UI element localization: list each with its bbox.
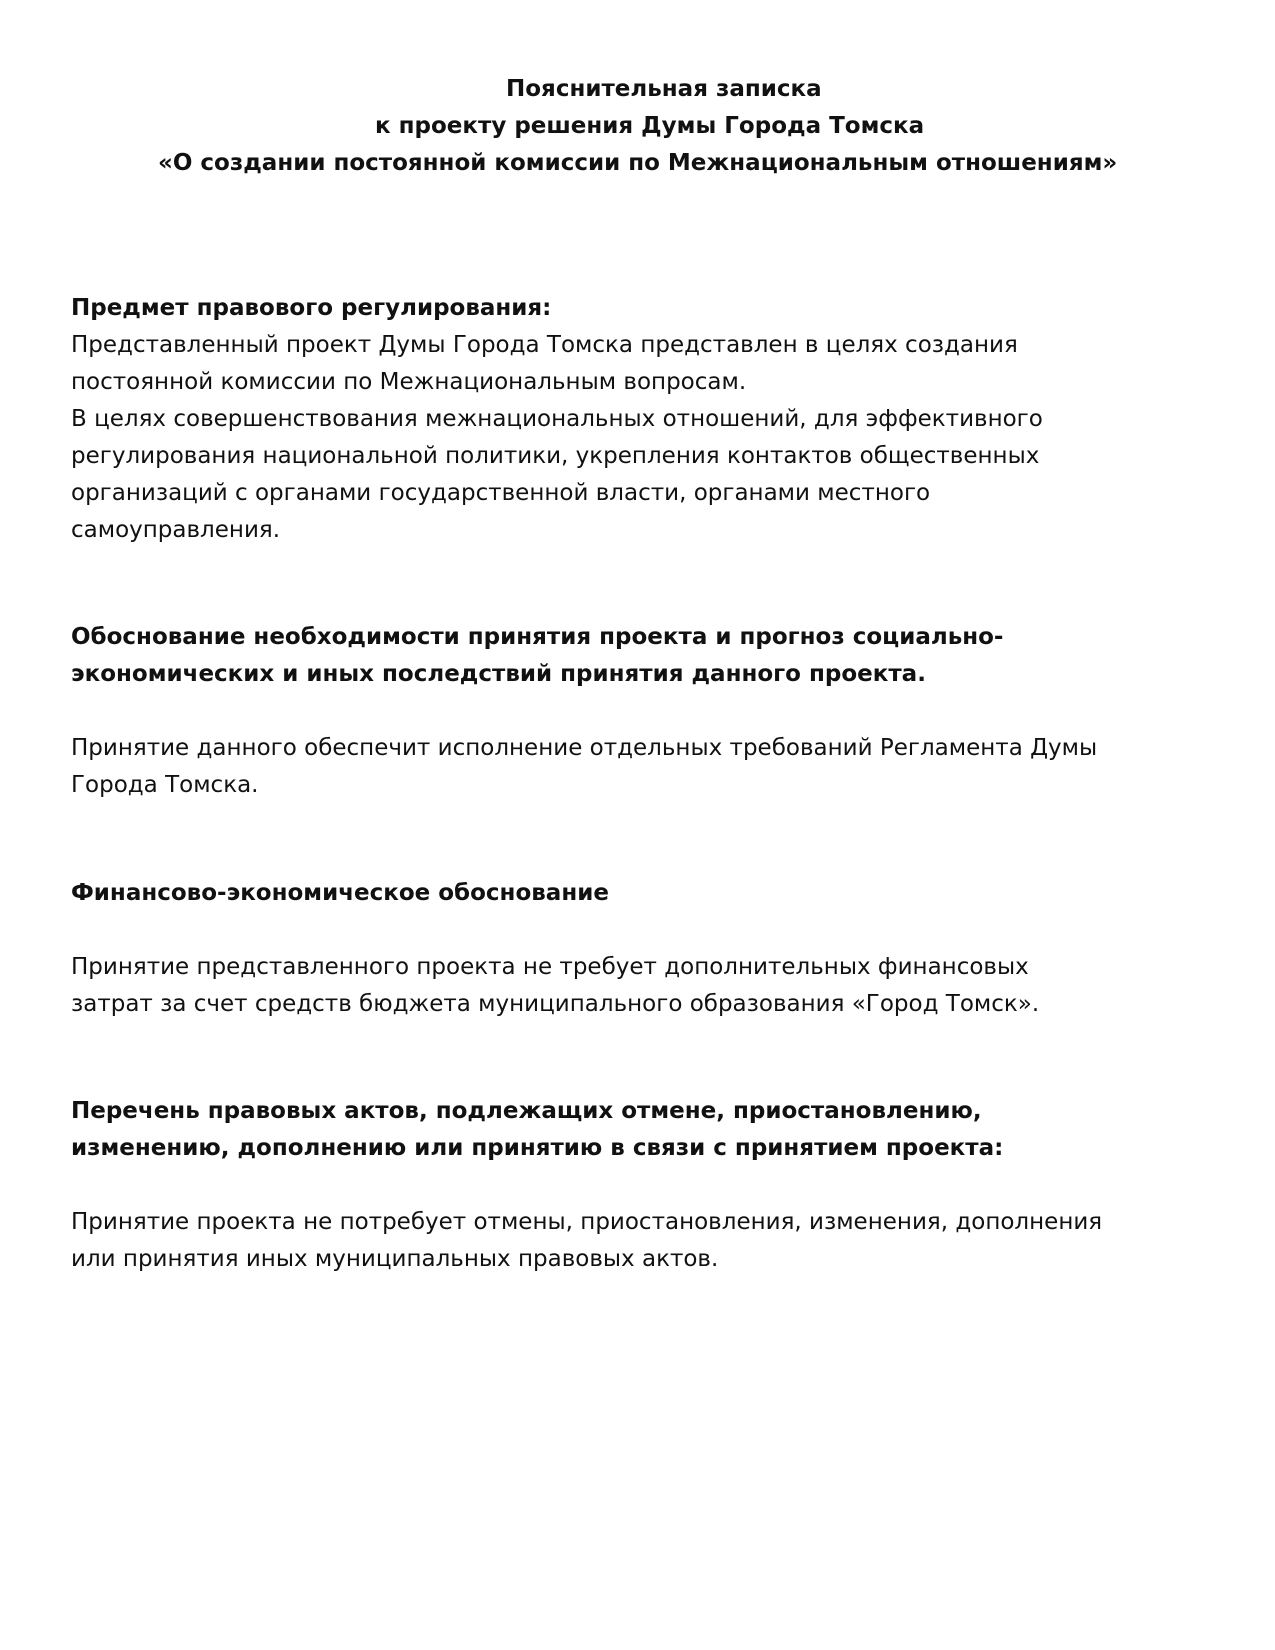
body-line: В целях совершенствования межнациональных отношений, для эффективного — [71, 406, 1043, 432]
section-justification — [71, 619, 1221, 804]
heading-line: экономических и иных последствий принятия данного проекта. — [71, 661, 926, 687]
section-legal-acts-list — [71, 1093, 1221, 1278]
title-line-1: Пояснительная записка — [506, 76, 822, 102]
heading-line: Перечень правовых актов, подлежащих отмене, приостановлению, — [71, 1098, 982, 1124]
body-line: Принятие данного обеспечит исполнение отдельных требований Регламента Думы — [71, 735, 1098, 761]
body-line: организаций с органами государственной власти, органами местного — [71, 480, 931, 506]
body-line: Представленный проект Думы Города Томска представлен в целях создания — [71, 332, 1018, 358]
section-body — [71, 730, 1221, 804]
body-line: постоянной комиссии по Межнациональным вопросам. — [71, 369, 747, 395]
section-heading — [71, 619, 1221, 693]
section-heading — [71, 1093, 1221, 1167]
section-financial — [71, 875, 1221, 1023]
section-body — [71, 327, 1221, 549]
section-heading — [71, 875, 1221, 912]
heading-line: Обоснование необходимости принятия проекта и прогноз социально- — [71, 624, 1004, 650]
body-line: или принятия иных муниципальных правовых актов. — [71, 1246, 719, 1272]
title-line-2: к проекту решения Думы Города Томска — [375, 113, 925, 139]
body-line: затрат за счет средств бюджета муниципального образования «Город Томск». — [71, 991, 1040, 1017]
body-line: регулирования национальной политики, укрепления контактов общественных — [71, 443, 1040, 469]
title-line-3: «О создании постоянной комиссии по Межнациональным отношениям» — [158, 150, 1118, 176]
body-line: самоуправления. — [71, 517, 281, 543]
section-body — [71, 1204, 1221, 1278]
section-heading — [71, 290, 1221, 327]
section-legal-subject — [71, 290, 1221, 549]
heading-line: Предмет правового регулирования: — [71, 295, 552, 321]
body-line: Города Томска. — [71, 772, 259, 798]
section-body — [71, 949, 1221, 1023]
body-line: Принятие представленного проекта не требует дополнительных финансовых — [71, 954, 1029, 980]
document-title — [0, 71, 1275, 182]
heading-line: Финансово-экономическое обоснование — [71, 880, 609, 906]
body-line: Принятие проекта не потребует отмены, приостановления, изменения, дополнения — [71, 1209, 1103, 1235]
heading-line: изменению, дополнению или принятию в связи с принятием проекта: — [71, 1135, 1004, 1161]
